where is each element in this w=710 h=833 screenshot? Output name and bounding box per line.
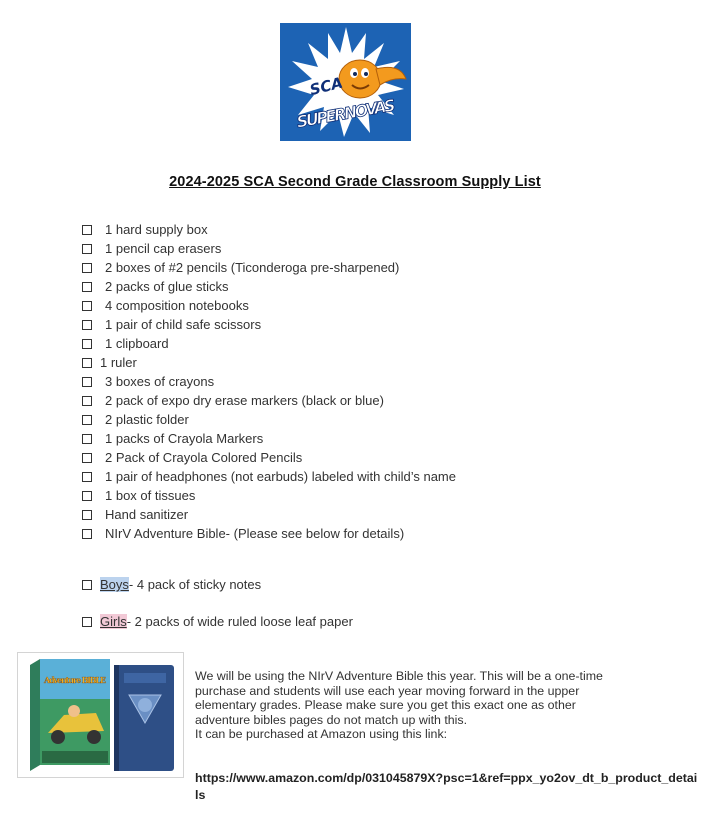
checkbox[interactable]	[82, 580, 92, 590]
boys-item[interactable]	[82, 577, 261, 592]
checklist-item-label: 1 pair of child safe scissors	[105, 317, 262, 332]
checklist-item[interactable]	[82, 277, 456, 296]
checkbox[interactable]	[82, 225, 92, 235]
checkbox[interactable]	[82, 396, 92, 406]
checklist-item-label: 1 box of tissues	[105, 488, 196, 503]
checklist-item[interactable]	[82, 353, 456, 372]
bible-info-paragraph: We will be using the NIrV Adventure Bible this year. This will be a one-time purchase and students will use each year moving forward in the upper elementary grades. Please make sure you get this exact one as other adventure bibles pages do not match up with this. It can be purchased at Amazon using this link:	[195, 669, 603, 742]
checklist-item-label: 1 hard supply box	[105, 222, 208, 237]
checklist-item[interactable]	[82, 239, 456, 258]
bible-product-image	[17, 652, 184, 778]
boys-label: Boys	[100, 577, 129, 592]
checklist-item-label: 2 packs of glue sticks	[105, 279, 229, 294]
checklist-item[interactable]	[82, 315, 456, 334]
checkbox[interactable]	[82, 453, 92, 463]
checklist-item-label: 1 packs of Crayola Markers	[105, 431, 264, 446]
checklist-item[interactable]	[82, 334, 456, 353]
checklist-item[interactable]	[82, 220, 456, 239]
checklist-item-label: 1 clipboard	[105, 336, 169, 351]
checklist-item-label: 2 plastic folder	[105, 412, 189, 427]
checklist-item[interactable]	[82, 429, 456, 448]
checkbox[interactable]	[82, 377, 92, 387]
checklist-item-label: 2 Pack of Crayola Colored Pencils	[105, 450, 303, 465]
checklist-item[interactable]	[82, 258, 456, 277]
amazon-link[interactable]: https://www.amazon.com/dp/031045879X?psc=1&ref=ppx_yo2ov_dt_b_product_details	[195, 771, 698, 802]
checklist-item[interactable]	[82, 524, 456, 543]
page-title: 2024-2025 SCA Second Grade Classroom Supply List	[169, 174, 541, 190]
girls-label: Girls	[100, 614, 127, 629]
checklist-item[interactable]	[82, 391, 456, 410]
checkbox[interactable]	[82, 617, 92, 627]
checkbox[interactable]	[82, 434, 92, 444]
checklist-item[interactable]	[82, 505, 456, 524]
checklist-item-label: NIrV Adventure Bible- (Please see below for details)	[105, 526, 405, 541]
checklist-item-label: 3 boxes of crayons	[105, 374, 215, 389]
checklist-item[interactable]	[82, 467, 456, 486]
checkbox[interactable]	[82, 301, 92, 311]
logo-text-supernovas: SUPERNOVAS	[295, 95, 397, 132]
checkbox[interactable]	[82, 415, 92, 425]
boys-item-text: - 4 pack of sticky notes	[128, 577, 262, 592]
checklist-item-label: 2 pack of expo dry erase markers (black or blue)	[105, 393, 384, 408]
girls-item[interactable]	[82, 614, 353, 629]
logo-text-sca: SCA	[307, 73, 345, 100]
girls-item-text: - 2 packs of wide ruled loose leaf paper	[126, 614, 353, 629]
supply-checklist	[82, 220, 456, 543]
checkbox[interactable]	[82, 263, 92, 273]
checklist-item-label: 4 composition notebooks	[105, 298, 249, 313]
checkbox[interactable]	[82, 510, 92, 520]
checkbox[interactable]	[82, 244, 92, 254]
checkbox[interactable]	[82, 358, 92, 368]
bible-info	[195, 669, 700, 742]
checklist-item[interactable]	[82, 448, 456, 467]
checkbox[interactable]	[82, 472, 92, 482]
school-logo	[280, 23, 411, 141]
checklist-item[interactable]	[82, 486, 456, 505]
checklist-item-label: 2 boxes of #2 pencils (Ticonderoga pre-sharpened)	[105, 260, 400, 275]
checkbox[interactable]	[82, 339, 92, 349]
checklist-item[interactable]	[82, 372, 456, 391]
checklist-item-label: 1 ruler	[100, 355, 137, 370]
bible-cover-title: Adventure BIBLE	[44, 675, 106, 685]
checkbox[interactable]	[82, 529, 92, 539]
checkbox[interactable]	[82, 320, 92, 330]
checkbox[interactable]	[82, 491, 92, 501]
checklist-item[interactable]	[82, 410, 456, 429]
checklist-item[interactable]	[82, 296, 456, 315]
checklist-item-label: 1 pair of headphones (not earbuds) labeled with child’s name	[105, 469, 456, 484]
checkbox[interactable]	[82, 282, 92, 292]
checklist-item-label: Hand sanitizer	[105, 507, 189, 522]
checklist-item-label: 1 pencil cap erasers	[105, 241, 222, 256]
